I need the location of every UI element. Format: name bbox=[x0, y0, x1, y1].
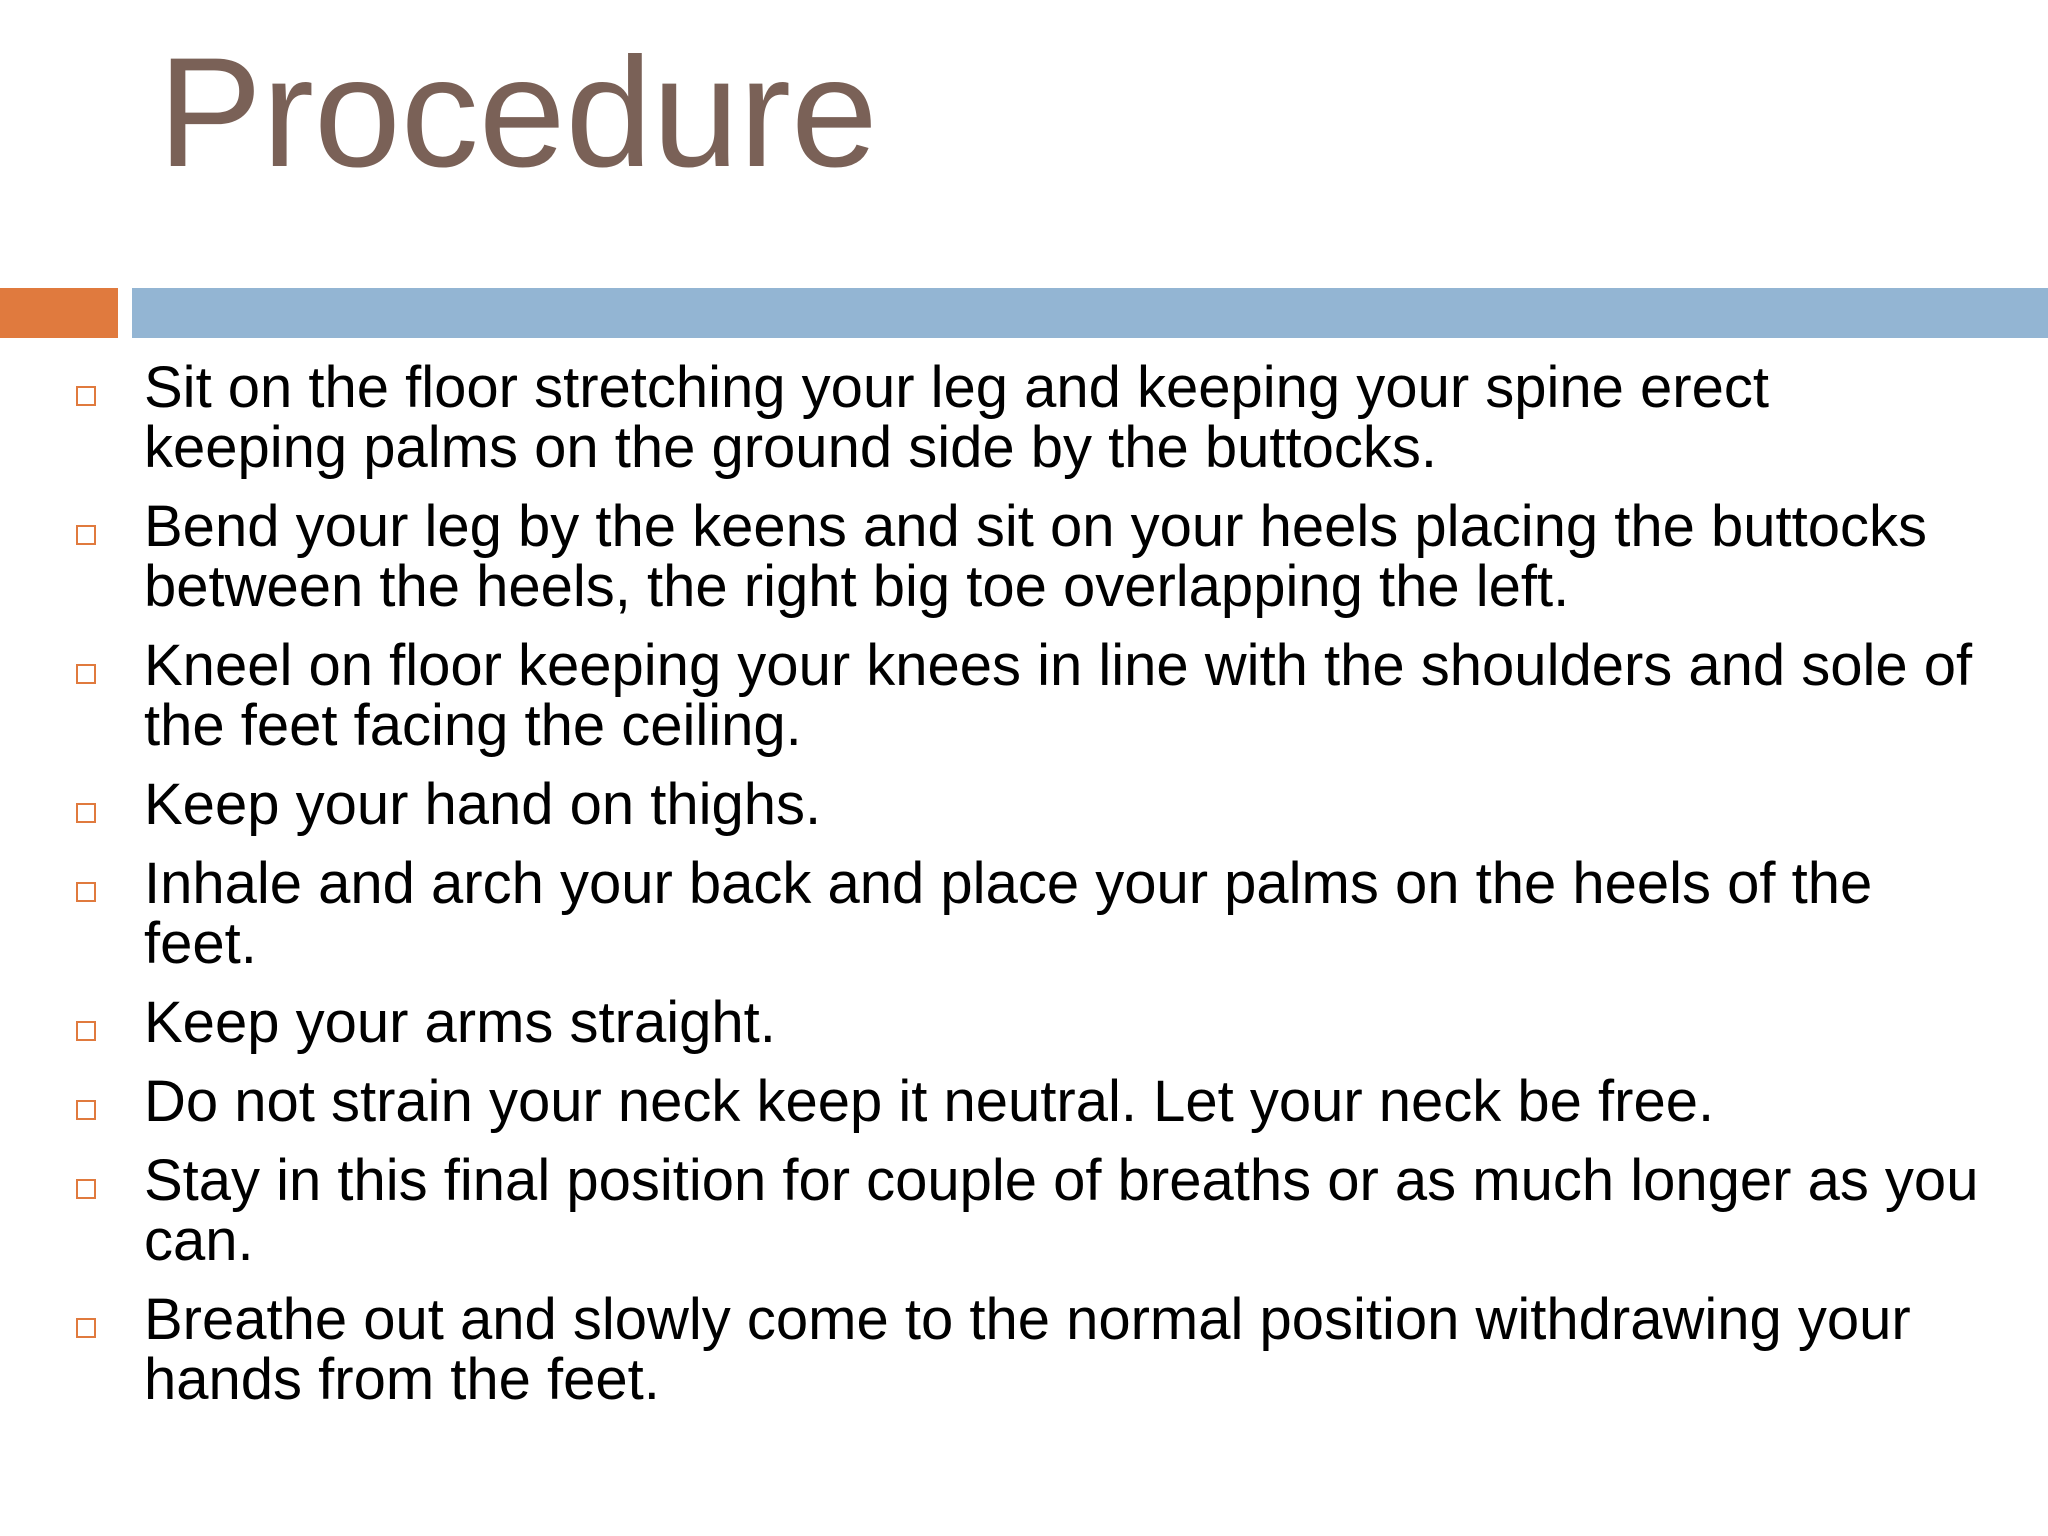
accent-bar-blue bbox=[132, 288, 2048, 338]
hollow-square-icon bbox=[76, 1179, 96, 1199]
hollow-square-icon bbox=[76, 386, 96, 406]
hollow-square-icon bbox=[76, 882, 96, 902]
bullet-text: Keep your arms straight. bbox=[144, 990, 776, 1055]
bullet-list bbox=[0, 355, 2048, 1429]
bullet-item bbox=[0, 990, 2048, 1055]
hollow-square-icon bbox=[76, 1318, 96, 1338]
accent-bar-orange bbox=[0, 288, 118, 338]
hollow-square-icon bbox=[76, 1021, 96, 1041]
bullet-item bbox=[0, 851, 2048, 976]
bullet-item bbox=[0, 1069, 2048, 1134]
bullet-item bbox=[0, 494, 2048, 619]
bullet-item bbox=[0, 633, 2048, 758]
hollow-square-icon bbox=[76, 664, 96, 684]
bullet-item bbox=[0, 1287, 2048, 1412]
bullet-item bbox=[0, 1148, 2048, 1273]
hollow-square-icon bbox=[76, 803, 96, 823]
bullet-text: Bend your leg by the keens and sit on your heels placing the buttocks between the heels, the right big toe overlapping the left. bbox=[144, 494, 1928, 619]
bullet-item bbox=[0, 355, 2048, 480]
bullet-item bbox=[0, 772, 2048, 837]
bullet-text: Do not strain your neck keep it neutral. Let your neck be free. bbox=[144, 1069, 1715, 1134]
bullet-text: Inhale and arch your back and place your palms on the heels of the feet. bbox=[144, 851, 1873, 976]
bullet-text: Kneel on floor keeping your knees in line with the shoulders and sole of the feet facing the ceiling. bbox=[144, 633, 1973, 758]
bullet-text: Keep your hand on thighs. bbox=[144, 772, 822, 837]
bullet-text: Sit on the floor stretching your leg and keeping your spine erect keeping palms on the ground side by the buttocks. bbox=[144, 355, 1769, 480]
hollow-square-icon bbox=[76, 1100, 96, 1120]
slide-title: Procedure bbox=[158, 26, 878, 200]
bullet-text: Breathe out and slowly come to the normal position withdrawing your hands from the feet. bbox=[144, 1287, 1911, 1412]
bullet-text: Stay in this final position for couple of breaths or as much longer as you can. bbox=[144, 1148, 1979, 1273]
hollow-square-icon bbox=[76, 525, 96, 545]
